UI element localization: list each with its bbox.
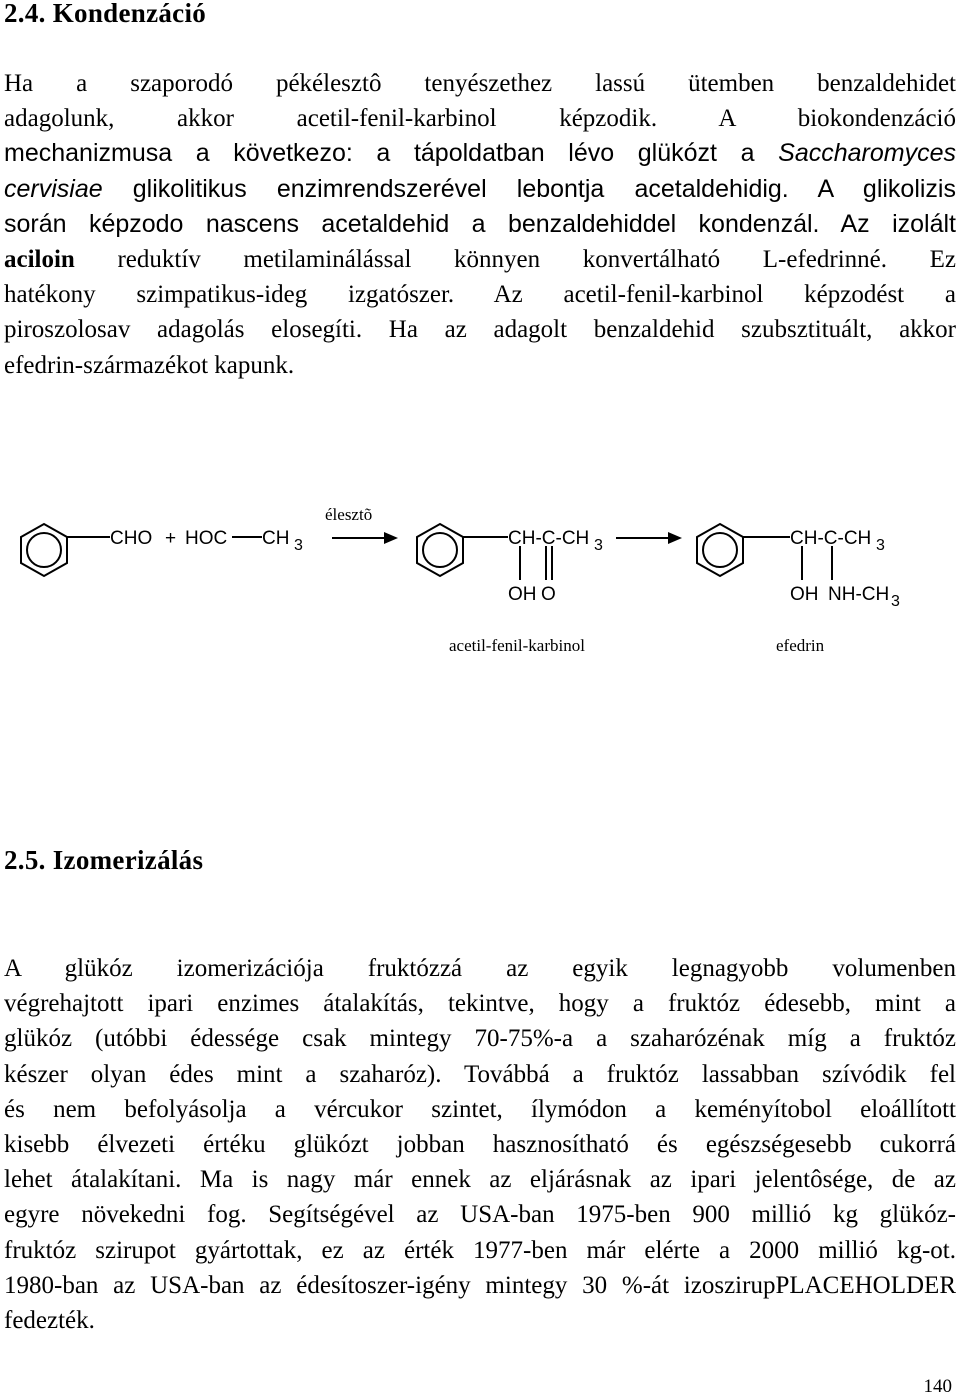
species-name: Saccharomyces xyxy=(778,139,956,168)
paragraph-line: végrehajtott ipari enzimes átalakítás, tekintve, hogy a fruktóz édesebb, mint a xyxy=(4,990,956,1018)
formula-text: CH-C-CH xyxy=(790,528,872,549)
aromatic-circle xyxy=(703,533,737,567)
aromatic-circle xyxy=(423,533,457,567)
subscript: 3 xyxy=(594,537,603,554)
formula-text: OH xyxy=(508,584,537,605)
paragraph-line: 1980-ban az USA-ban az édesítoszer-igény mintegy 30 %-át izoszirupPLACEHOLDER xyxy=(4,1271,956,1299)
arrowhead xyxy=(384,532,398,544)
aromatic-circle xyxy=(27,533,61,567)
arrowhead xyxy=(668,532,682,544)
formula-text: CHO xyxy=(110,528,153,549)
paragraph-line: piroszolosav adagolás elosegíti. Ha az adagolt benzaldehid szubsztituált, akkor xyxy=(4,316,956,344)
bold-term: aciloin xyxy=(4,246,75,274)
isomerization-paragraph xyxy=(4,951,956,1338)
paragraph-line: hatékony szimpatikus-ideg izgatószer. Az acetil-fenil-karbinol képzodést a xyxy=(4,281,956,309)
formula-text: OH xyxy=(790,584,819,605)
formula-text: HOC xyxy=(185,528,228,549)
formula-text: NH-CH xyxy=(828,584,890,605)
paragraph-line: egyre növekedni fog. Segítségével az USA-ban 1975-ben 900 millió kg glükóz- xyxy=(4,1201,956,1229)
species-name: cervisiae xyxy=(4,174,103,203)
section-heading-condensation: 2.4. Kondenzáció xyxy=(4,0,207,28)
paragraph-line: fedezték. xyxy=(4,1307,95,1335)
paragraph-line: cervisiae glikolitikus enzimrendszerével lebontja acetaldehidig. A glikolizis xyxy=(4,174,956,203)
paragraph-line: aciloin reduktív metilaminálással könnyen konvertálható L-efedrinné. Ez xyxy=(4,246,956,274)
paragraph-line: készer olyan édes mint a szaharóz). Továbbá a fruktóz lassabban szívódik fel xyxy=(4,1060,956,1088)
subscript: 3 xyxy=(891,593,900,610)
reaction-scheme xyxy=(0,490,960,670)
plus-sign: + xyxy=(165,528,177,549)
paragraph-line: mechanizmusa a következo: a tápoldatban lévo glükózt a Saccharomyces xyxy=(4,139,956,168)
formula-text: O xyxy=(541,584,556,605)
formula-text: CH-C-CH xyxy=(508,528,590,549)
paragraph-line: fruktóz szirupot gyártottak, ez az érték 1977-ben már elérte a 2000 millió kg-ot. xyxy=(4,1236,956,1264)
paragraph-line: kisebb élvezeti értéku glükózt jobban hasznosítható és egészségesebb cukorrá xyxy=(4,1131,956,1159)
compound-name: efedrin xyxy=(776,636,825,655)
paragraph-line: adagolunk, akkor acetil-fenil-karbinol képzodik. A biokondenzáció xyxy=(4,105,956,133)
paragraph-line: lehet átalakítani. Ma is nagy már ennek az eljárásnak az ipari jelentôsége, de az xyxy=(4,1166,956,1194)
arrow-label: élesztõ xyxy=(325,505,373,524)
subscript: 3 xyxy=(294,537,303,554)
paragraph-line: során képzodo nascens acetaldehid a benzaldehiddel kondenzál. Az izolált xyxy=(4,209,956,238)
compound-name: acetil-fenil-karbinol xyxy=(449,636,585,655)
paragraph-line: efedrin-származékot kapunk. xyxy=(4,351,295,379)
paragraph-line: és nem befolyásolja a vércukor szintet, ílymódon a keményítobol eloállított xyxy=(4,1095,956,1123)
formula-text: CH xyxy=(262,528,290,549)
subscript: 3 xyxy=(876,537,885,554)
paragraph-line: A glükóz izomerizációja fruktózzá az egyik legnagyobb volumenben xyxy=(4,955,956,982)
page-number: 140 xyxy=(923,1376,952,1397)
paragraph-line: glükóz (utóbbi édessége csak mintegy 70-75%-a a szaharózénak míg a fruktóz xyxy=(4,1025,956,1053)
paragraph-line: Ha a szaporodó pékélesztô tenyészethez lassú ütemben benzaldehidet xyxy=(4,70,956,97)
section-heading-isomerization: 2.5. Izomerizálás xyxy=(4,845,204,875)
condensation-paragraph xyxy=(4,66,956,383)
